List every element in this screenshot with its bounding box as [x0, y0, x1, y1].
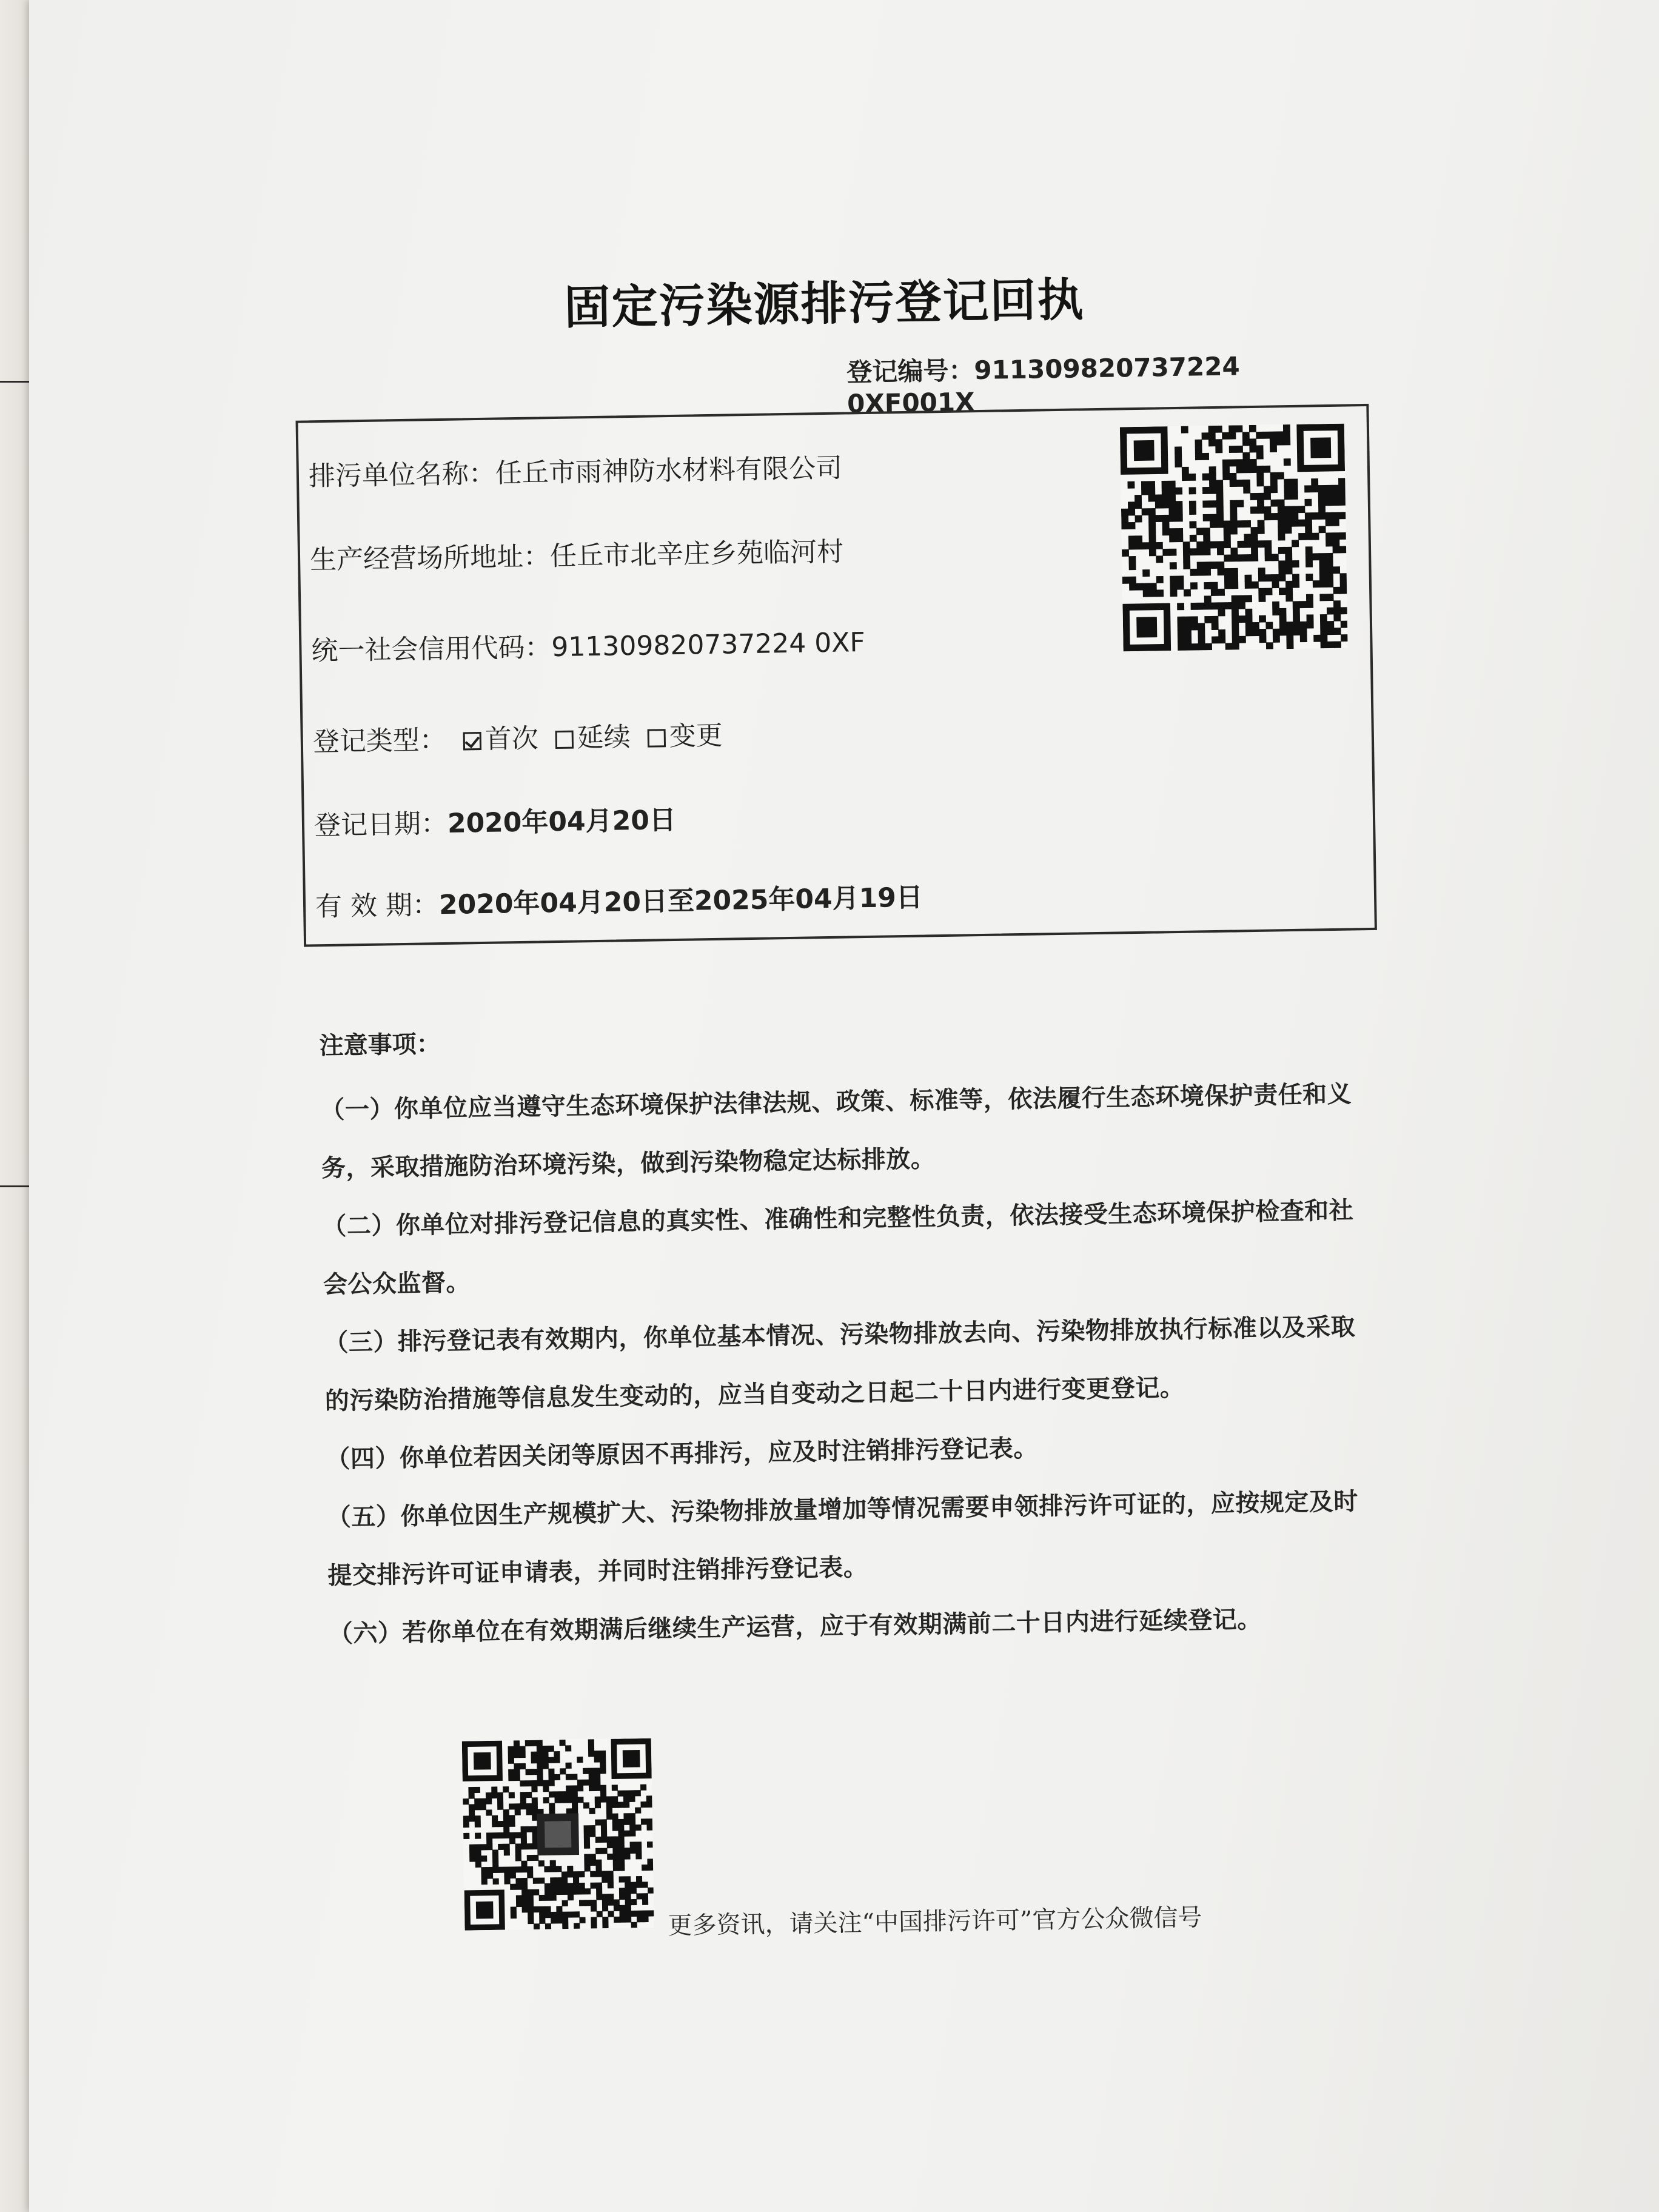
registration-qr-code — [1120, 424, 1348, 652]
notice-heading: 注意事项： — [319, 1030, 441, 1061]
notice-item-5: （五）你单位因生产规模扩大、污染物排放量增加等情况需要申领排污许可证的，应按规定及时提交排污许可证申请表，并同时注销排污登记表。 — [326, 1487, 1359, 1590]
document-title: 固定污染源排污登记回执 — [563, 272, 1085, 335]
registration-date-value: 2020年04月20日 — [447, 804, 677, 839]
checkbox-first-time — [463, 732, 481, 750]
address-value: 任丘市北辛庄乡苑临河村 — [549, 536, 844, 572]
registration-date-field: 登记日期：2020年04月20日 — [313, 804, 677, 842]
unit-name-field: 排污单位名称：任丘市雨神防水材料有限公司 — [308, 452, 843, 492]
option-renewal: 延续 — [577, 722, 631, 754]
unit-name-value: 任丘市雨神防水材料有限公司 — [495, 452, 843, 489]
registration-type-field: 登记类型： 首次 延续 变更 — [312, 720, 723, 758]
credit-code-value: 911309820737224 0XF — [551, 627, 866, 663]
checkbox-change — [648, 729, 666, 747]
notice-item-6: （六）若你单位在有效期满后继续生产运营，应于有效期满前二十日内进行延续登记。 — [328, 1605, 1262, 1649]
address-field: 生产经营场所地址：任丘市北辛庄乡苑临河村 — [309, 536, 844, 576]
notice-item-2: （二）你单位对排污登记信息的真实性、准确性和完整性负责，依法接受生态环境保护检查和社会公众监督。 — [322, 1196, 1354, 1299]
credit-code-field: 统一社会信用代码：911309820737224 0XF — [311, 627, 866, 667]
registration-info-box — [296, 404, 1377, 947]
validity-field: 有 效 期：2020年04月20日至2025年04月19日 — [315, 882, 923, 923]
notice-item-1: （一）你单位应当遵守生态环境保护法律法规、政策、标准等，依法履行生态环境保护责任和义务，采取措施防治环境污染，做到污染物稳定达标排放。 — [320, 1080, 1352, 1183]
option-change: 变更 — [669, 720, 723, 752]
notice-item-4: （四）你单位若因关闭等原因不再排污，应及时注销排污登记表。 — [326, 1434, 1039, 1474]
wechat-qr-code — [462, 1738, 654, 1931]
notice-item-3: （三）排污登记表有效期内，你单位基本情况、污染物排放去向、污染物排放执行标准以及采取的污染防治措施等信息发生变动的，应当自变动之日起二十日内进行变更登记。 — [324, 1313, 1356, 1416]
registration-number-value: 911309820737224 0XF001X — [846, 351, 1241, 419]
checkbox-renewal — [555, 731, 574, 749]
validity-value: 2020年04月20日至2025年04月19日 — [438, 882, 923, 921]
registration-number-label: 登记编号： — [846, 355, 974, 387]
option-first-time: 首次 — [484, 723, 539, 755]
wechat-follow-text: 更多资讯，请关注“中国排污许可”官方公众微信号 — [668, 1903, 1202, 1940]
